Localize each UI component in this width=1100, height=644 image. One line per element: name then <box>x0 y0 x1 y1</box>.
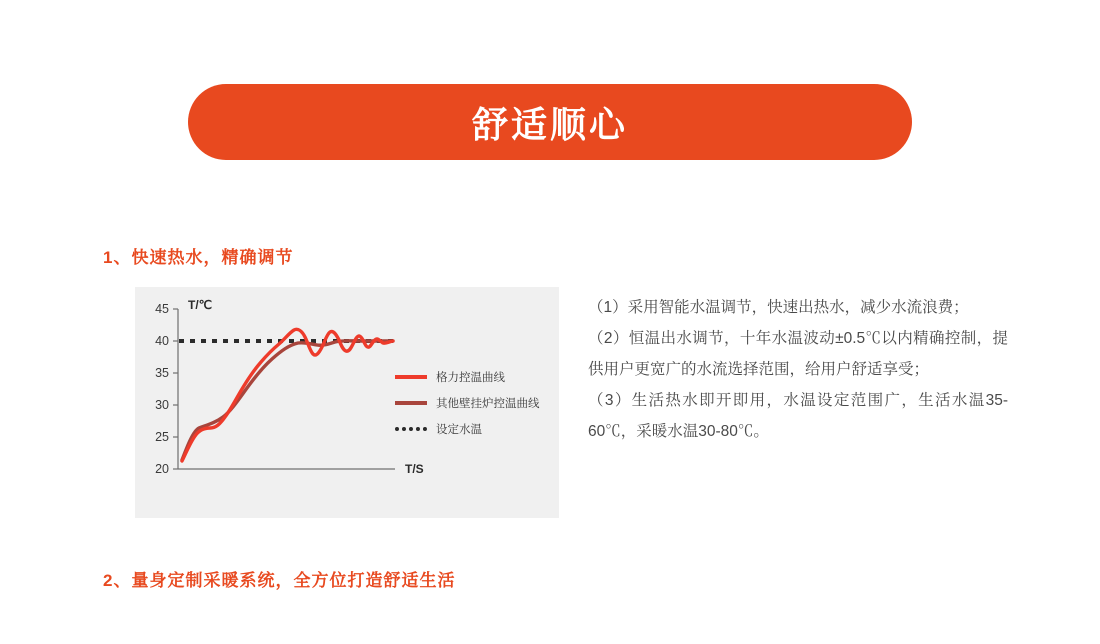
feature-description <box>588 292 1008 447</box>
y-tick-marks <box>173 309 178 469</box>
svg-text:35: 35 <box>155 366 169 380</box>
legend-swatch-solid-icon <box>395 401 427 405</box>
legend-item <box>395 416 545 442</box>
title-banner <box>188 84 912 160</box>
legend-label: 其他壁挂炉控温曲线 <box>436 398 540 410</box>
legend-label: 设定水温 <box>436 424 482 436</box>
svg-text:40: 40 <box>155 334 169 348</box>
legend-swatch-solid-icon <box>395 375 427 379</box>
legend-label: 格力控温曲线 <box>436 372 505 384</box>
y-tick-labels <box>155 302 169 476</box>
legend-item <box>395 390 545 416</box>
feature-item-1: （1）采用智能水温调节，快速出热水，减少水流浪费； <box>588 299 969 316</box>
series-other-boiler <box>182 341 393 460</box>
chart-panel <box>135 287 559 518</box>
page-title: 舒适顺心 <box>471 103 628 145</box>
svg-text:20: 20 <box>155 462 169 476</box>
feature-item-3: （3）生活热水即开即用，水温设定范围广，生活水温35-60℃，采暖水温30-80℃。 <box>588 392 1008 440</box>
section-heading-2: 2、量身定制采暖系统，全方位打造舒适生活 <box>103 571 456 590</box>
x-axis-label: T/S <box>405 462 424 476</box>
chart-legend <box>395 364 545 442</box>
feature-item-2: （2）恒温出水调节，十年水温波动±0.5℃以内精确控制，提供用户更宽广的水流选择范围，给用户舒适享受； <box>588 330 1008 378</box>
legend-item <box>395 364 545 390</box>
legend-swatch-dotted-icon <box>395 427 427 431</box>
svg-text:45: 45 <box>155 302 169 316</box>
y-axis-label: T/℃ <box>188 298 213 312</box>
section-heading-1: 1、快速热水，精确调节 <box>103 248 294 267</box>
svg-text:30: 30 <box>155 398 169 412</box>
svg-text:25: 25 <box>155 430 169 444</box>
